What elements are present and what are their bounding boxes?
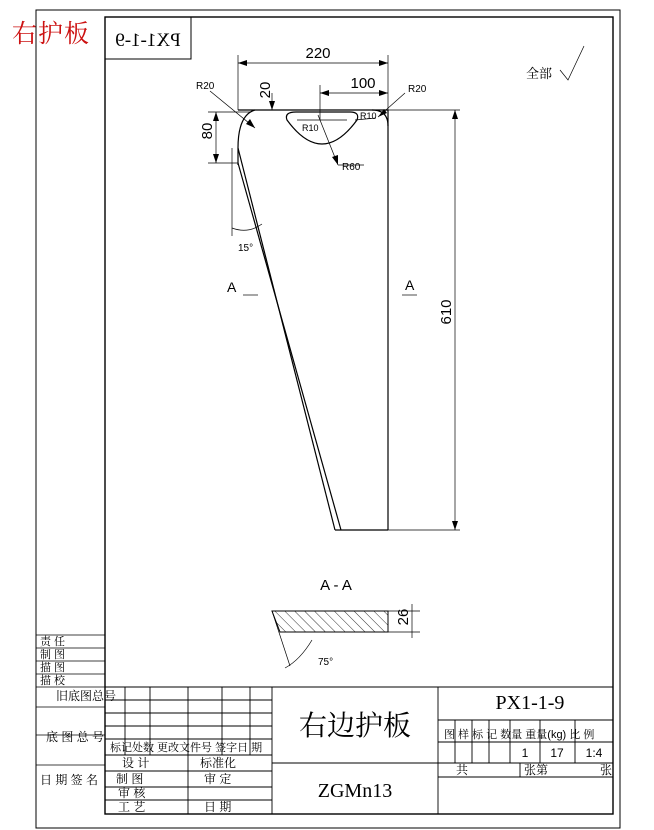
sheet-label: 张第 xyxy=(524,763,549,777)
section-mark-right: A xyxy=(405,277,415,293)
mirrored-code-group xyxy=(115,30,180,51)
info-quantity: 1 xyxy=(521,746,529,760)
role-drafting: 制 图 xyxy=(116,772,144,786)
dim-100: 100 xyxy=(350,75,376,92)
dim-15deg: 15° xyxy=(238,243,254,254)
plate-outline xyxy=(238,110,388,530)
part-name: 右边护板 xyxy=(298,710,412,741)
dim-80: 80 xyxy=(199,122,216,140)
dim-26: 26 xyxy=(395,608,412,626)
role-design: 设 计 xyxy=(122,756,150,770)
info-weight: 17 xyxy=(550,746,564,760)
dimension-lines xyxy=(208,46,584,530)
dim-r20-right: R20 xyxy=(408,84,427,95)
section-title: A - A xyxy=(320,577,352,594)
section-mark-left: A xyxy=(227,279,237,295)
drawing-number: PX1-1-9 xyxy=(495,692,565,714)
left-label-0: 责 任 xyxy=(40,636,66,648)
role-standard: 标准化 xyxy=(200,756,237,770)
roughness-note: 全部 xyxy=(526,66,553,81)
dim-75deg: 75° xyxy=(318,657,334,668)
dim-20: 20 xyxy=(257,81,274,99)
base-drawing-label: 底 图 总 号 xyxy=(46,730,105,744)
dim-220: 220 xyxy=(305,45,331,62)
info-scale: 1:4 xyxy=(585,746,603,760)
role-process: 工 艺 xyxy=(118,800,146,814)
dim-r20-left: R20 xyxy=(196,81,215,92)
dim-r60: R60 xyxy=(342,162,361,173)
dim-610: 610 xyxy=(438,299,455,325)
left-label-1: 制 图 xyxy=(40,649,66,661)
left-label-2: 描 图 xyxy=(40,662,66,674)
role-approve: 审 定 xyxy=(204,772,232,786)
role-check: 审 核 xyxy=(118,786,146,800)
dim-r10-right: R10 xyxy=(360,111,377,121)
left-label-3: 描 校 xyxy=(40,675,66,687)
role-date: 日 期 xyxy=(204,800,232,814)
sheet-total: 共 xyxy=(456,763,469,777)
corner-title: 右护板 xyxy=(12,19,91,48)
mirrored-code-text: PX1-1-9 xyxy=(115,30,181,51)
dim-r10-left: R10 xyxy=(302,123,319,133)
info-headers: 图 样 标 记 数量 重量(kg) 比 例 xyxy=(444,729,595,741)
revision-headers: 标记处数 更改文件号 签字日 期 xyxy=(110,742,263,754)
material: ZGMn13 xyxy=(317,780,393,802)
old-drawing-label: 旧底图总号 xyxy=(56,689,117,703)
sheet-unit: 张 xyxy=(600,763,613,777)
sign-date-label: 日 期 签 名 xyxy=(40,773,99,787)
